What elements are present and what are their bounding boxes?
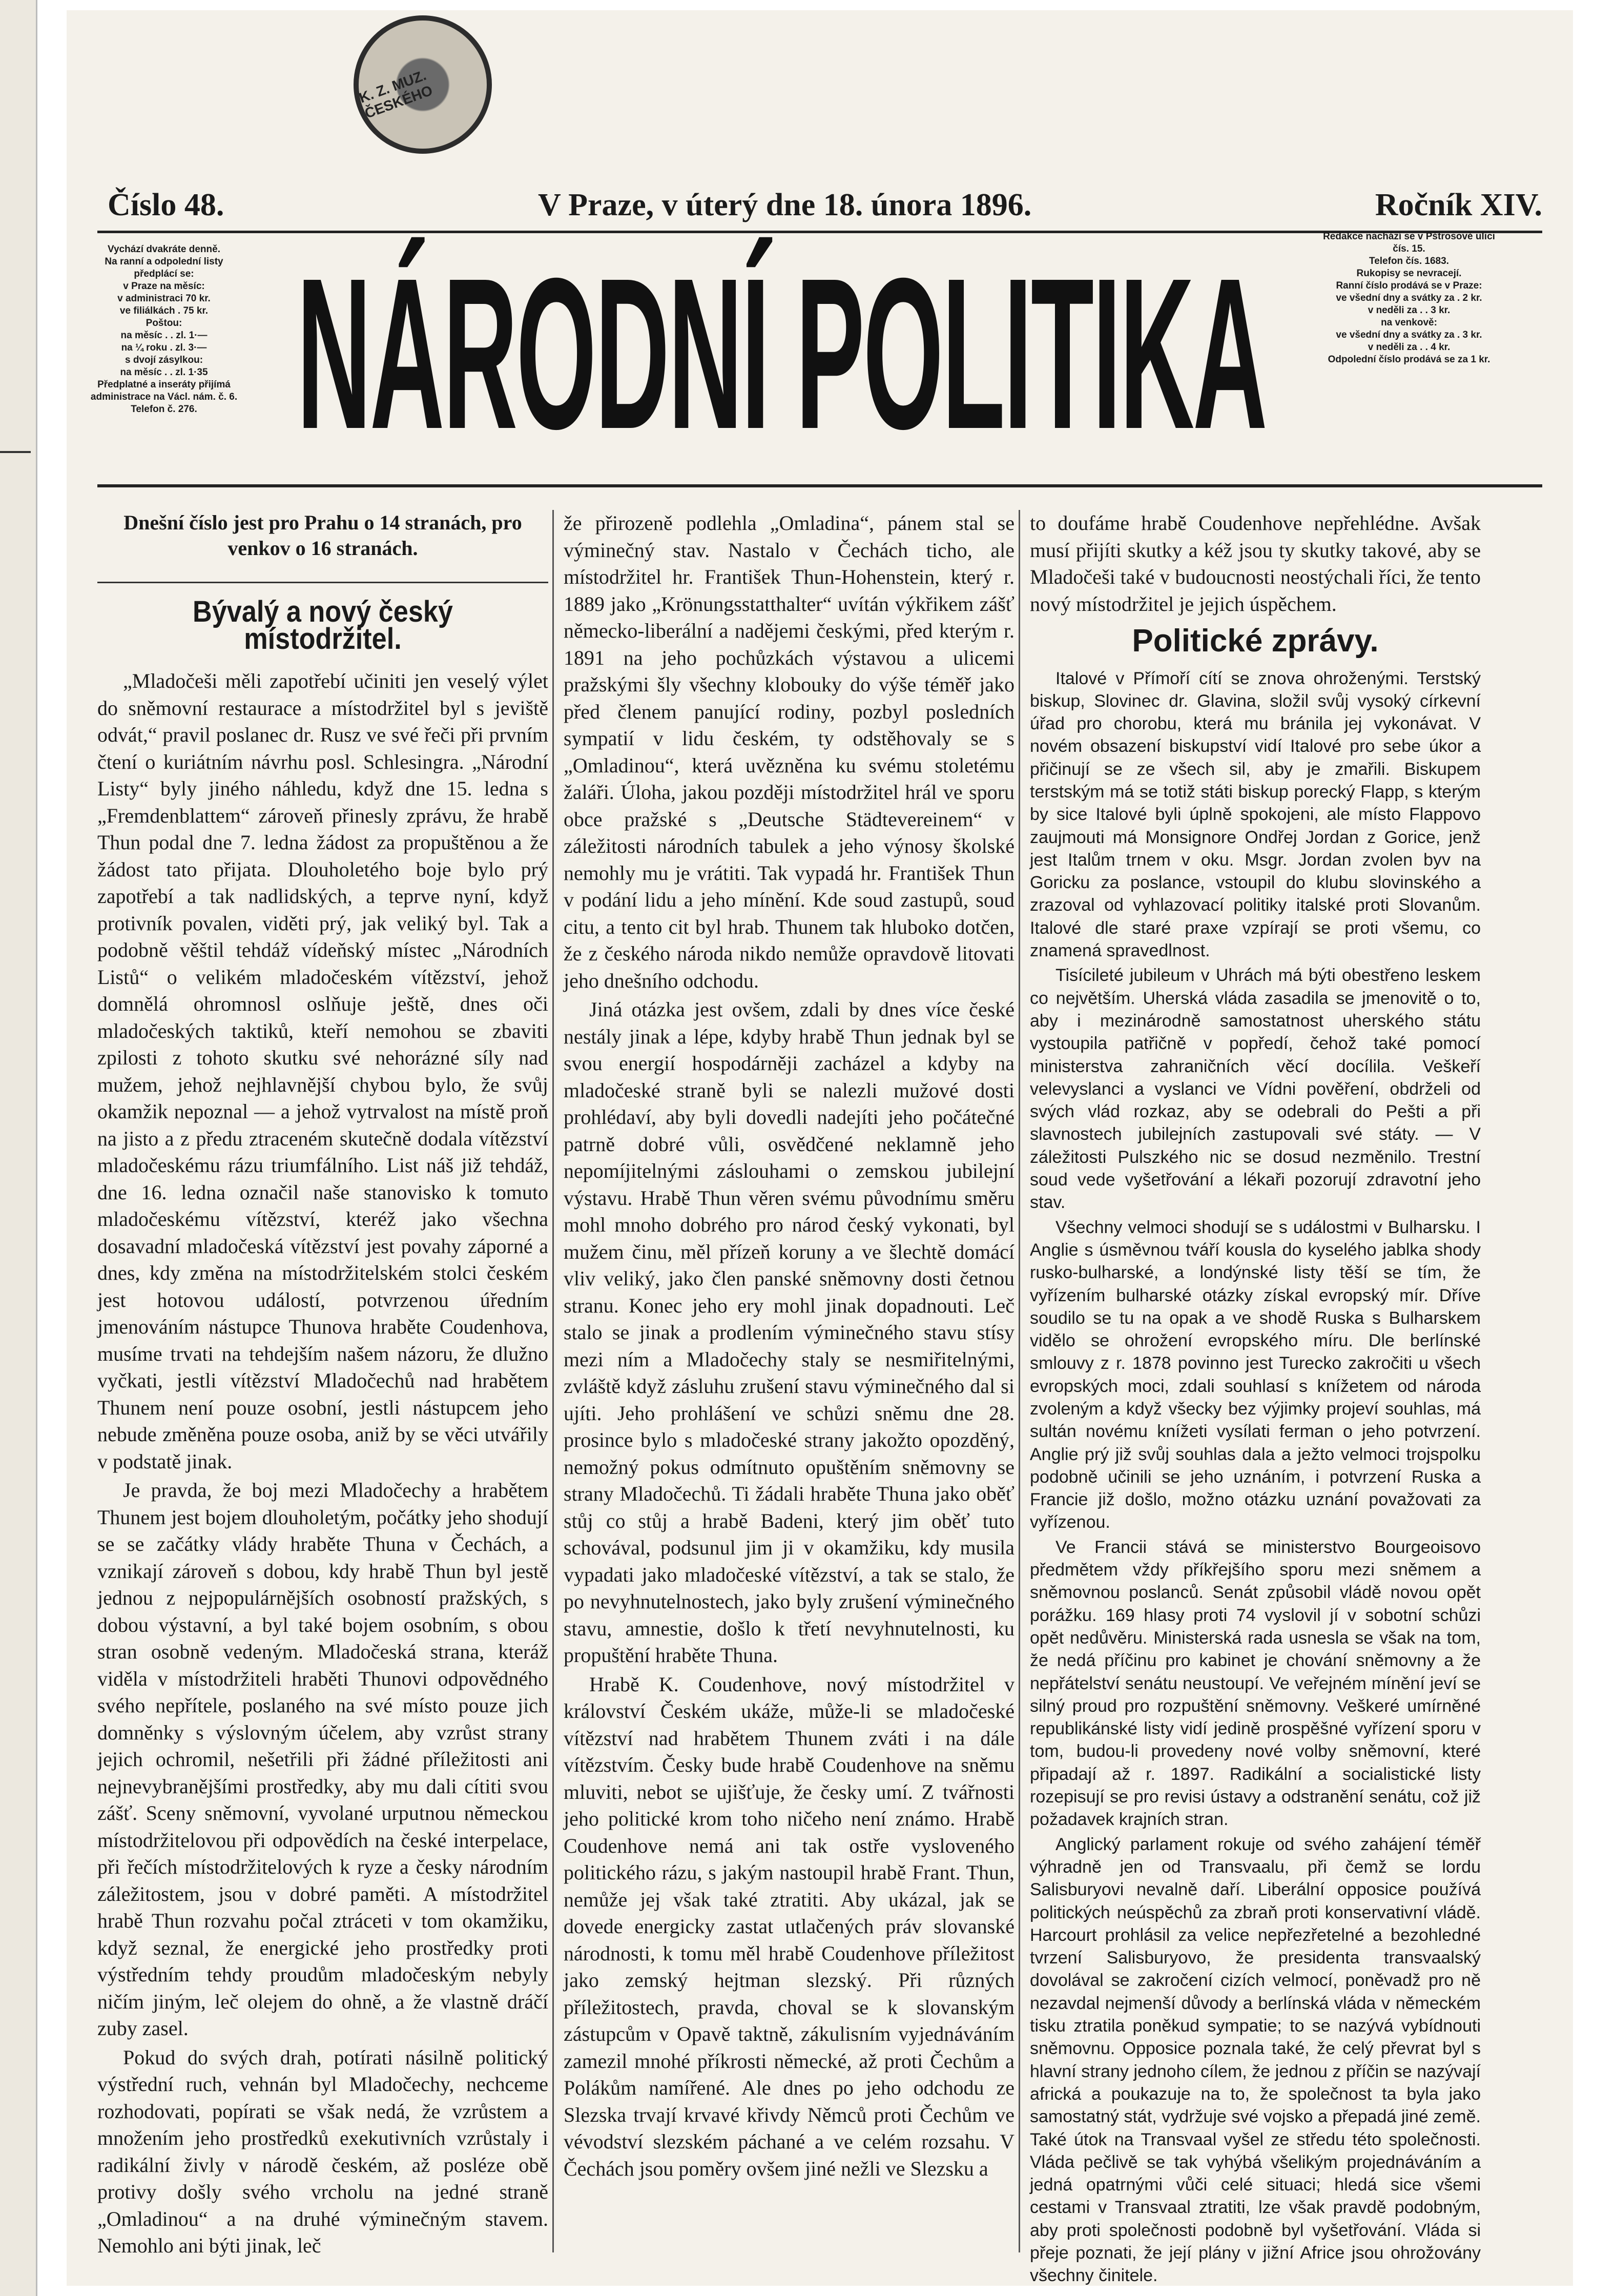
editorial-line: Redakce nachází se v Pštrosově ulici čís. 15. xyxy=(1323,231,1495,254)
subscription-line: v administraci 70 kr. xyxy=(117,293,211,304)
article-paragraph: Jiná otázka jest ovšem, zdali by dnes více české nestály jinak a lépe, kdyby hrabě Thun jednak byl se svou energií hospodárněji zacházel a kdyby na mladočeské straně byli se nalezli mužové dosti prohlédaví, aby byli dovedli nadejíti jeho počátečné patrně dobré vůli, osvědčené neklamně jeho nepomíjitelnými záslouhami o zemskou jubilejní výstavu. Hrabě Thun věren svému původnímu směru mohl mnoho dobrého pro národ český vykonati, byl mužem činu, měl přízeň koruny a ve šlechtě domácí vliv veliký, jako člen panské sněmovny dosti četnou stranu. Konec jeho ery mohl jinak dopadnouti. Leč stalo se jinak a prodlením výminečného stavu stísy mezi ním a Mladočechy staly se nesmiřitelnými, zvláště když zásluhu zrušení stavu výminečného dal si ujíti. Jeho prohlášení ve schůzi sněmu dne 28. prosince bylo s mladočeské strany jakožto opozděný, nemožný pokus odmítnuto opuštěním sněmovny se strany Mladočechů. Ti žádali hraběte Thuna jako oběť stůj co stůj a hrabě Badeni, který jim oběť tuto schovával, podsunul jim ji v okamžiku, kdy musila vypadati jako mladočeské vítězství, a tak se stalo, že po nevyhnutelnostech, jako byly zrušení výminečného stavu, amnestie, došlo k třetí nevyhnutelnosti, ku propuštění hraběte Thuna. xyxy=(564,998,1014,1667)
editorial-box xyxy=(1317,231,1501,366)
editorial-line: v neděli za . . 3 kr. xyxy=(1368,305,1451,316)
stamp-text: K. Z. MUZ. ČESKÉHO xyxy=(357,67,435,121)
column-3 xyxy=(1030,510,1481,2289)
subscription-box xyxy=(87,243,241,416)
page-count-notice: Dnešní číslo jest pro Prahu o 14 stranách, pro venkov o 16 stranách. xyxy=(123,511,522,560)
library-stamp xyxy=(354,15,492,154)
header-topline xyxy=(97,187,1542,233)
editorial-line: ve všední dny a svátky za . 3 kr. xyxy=(1336,330,1482,340)
notice-rule xyxy=(97,582,548,583)
news-paragraph: Italové v Přímoří cítí se znova ohroženými. Terstský biskup, Slovinec dr. Glavina, složil svůj vysoký církevní úřad pro chorobu, která mu bránila jej vykonávat. V novém obsazení biskupství vidí Italové pro sebe úkor a přičinují se ze všech sil, aby je zmařili. Biskupem terstským má se totiž státi biskup porecký Flapp, s kterým by sice Italové byli úplně spokojeni, ale místo Flappovo zaujmouti má Monsignore Ondřej Jordan z Gorice, jenž jest Italům trnem v oku. Msgr. Jordan zvolen byv na Goricku za poslance, vstoupil do klubu slovinského a zrazoval od vyhlazovací politiky italské proti Slovanům. Italové dle staré praxe vzpírají se proti všemu, co znamená spravedlnost. xyxy=(1030,668,1481,961)
article-paragraph: to doufáme hrabě Coudenhove nepřehlédne. Avšak musí přijíti skutky a kéž jsou ty skutky takové, aby se Mladočeši také v budoucnosti neostýchali říci, že tento nový místodržitel je jejich úspěchem. xyxy=(1030,511,1481,616)
adjacent-page-edge xyxy=(0,0,37,2296)
subscription-line: na ¼ roku . zl. 3·— xyxy=(121,342,207,353)
newspaper-title: NÁRODNÍ POLITIKA xyxy=(297,233,1266,474)
news-paragraph: Ve Francii stává se ministerstvo Bourgeoisovo předmětem vždy příkřejšího sporu mezi sněmem a sněmovnou poslanců. Senát způsobil vládě novou opět porážku. 169 hlasy proti 74 vyslovil jí v sobotní schůzi opět nedůvěru. Ministerská rada usnesla se však na tom, že nedá příčinu pro kabinet je chování sněmovny a že nepřátelství senátu neustoupí. Ve veřejném mínění jeví se silný proud pro rozpuštění sněmovny. Veškeré umírněné republikánské listy vidí jedině prospěšné vyřízení sporu v tom, budou-li provedeny nové volby sněmovní, které připadají až r. 1897. Radikální a socialistické listy rozepisují se pro revisi ústavy a odstranění senátu, což již požadavek krajních stran. xyxy=(1030,1537,1481,1830)
article-paragraph: Pokud do svých drah, potírati násilně politický výstřední ruch, vehnán byl Mladočechy, nechceme rozhodovati, popírati se však nedá, že vzrůstem a množením jeho prostředků exekutivních vzrůstaly i radikální živly v národě českém, až posléze obě protivy došly svého vrcholu na jedné straně „Omladinou“ a na druhé výminečným stavem. Nemohlo ani býti jinak, leč xyxy=(97,2045,548,2257)
subscription-line: s dvojí zásylkou: xyxy=(125,355,203,365)
news-paragraph: Anglický parlament rokuje od svého zahájení téměř výhradně jen od Transvaalu, při čemž se lordu Salisburyovi nevalně daří. Liberální opposice používá politických neúspěchů za zbraň proti konservativní vládě. Harcourt prohlásil za velice nepřezřetelné a bezohledné tvrzení Salisburyovo, že presidenta transvaalský dovolával se zakročení cizích velmocí, poněvadž pro ně nezavdal nejmenší důvody a berlínská vláda v německém tisku ztratila poněkud sympatie; to se nazývá vybídnouti sněmovnu. Opposice poznala také, že celý převrat byl s hlavní strany jednoho cílem, že jednou z příčin se nazývají africká a poukazuje na to, že společnost ta byla jako samostatný stát, vydržuje své vojsko a přepadá jiné země. Také útok na Transvaal vyšel ze středu této společnosti. Vláda pečlivě se tak vyhýbá všelikým projednáváním a jedná opatrnými vůči celé situaci; hledá sice všemi cestami v Transvaal ztratiti, lze však pravdě podobným, aby proti společnosti podobně byl vyšetřování. Vláda si přeje poznati, že její plány v jižní Africe jsou ohrožovány všechny činitele. xyxy=(1030,1834,1481,2286)
volume-year: Ročník XIV. xyxy=(1375,188,1542,222)
edge-rule xyxy=(0,451,31,453)
issue-number: Číslo 48. xyxy=(108,188,224,222)
column-1 xyxy=(97,510,548,2262)
section-heading: Politické zprávy. xyxy=(1132,623,1379,659)
editorial-line: v neděli za . . 4 kr. xyxy=(1368,342,1451,353)
newspaper-page xyxy=(67,10,1573,2286)
subscription-line: Na ranní a odpolední listy předplácí se: xyxy=(105,256,223,279)
dateline: V Praze, v úterý dne 18. února 1896. xyxy=(538,188,1032,222)
news-paragraph: Všechny velmoci shodují se s událostmi v Bulharsku. I Anglie s úsměvnou tváří kousla do kyselého jablka shody rusko-bulharské, a londýnské listy těší se tím, že vyřízením bulharské otázky získal evropský mír. Dříve soudilo se tu na opak a ve shodě Ruska s Bulharskem vidělo se ohrožení evropského míru. Dle berlínské smlouvy z r. 1878 povinno jest Turecko zakročiti u všech evropských moci, zdali souhlasí s knížetem od národa zvoleným a když všecky bez výjimky projeví souhlas, má sultán novému knížeti vysílati ferman o jeho potvrzení. Anglie prý již svůj souhlas dala a ježto velmoci trojspolku podobně učinili se jeho uznáním, i potvrzení Ruska a Francie již došlo, možno otázku uznání považovati za vyřízenou. xyxy=(1030,1217,1481,1532)
column-divider xyxy=(1019,510,1020,2252)
masthead-rule xyxy=(97,484,1542,487)
editorial-line: ve všední dny a svátky za . 2 kr. xyxy=(1336,293,1482,303)
article-paragraph: Je pravda, že boj mezi Mladočechy a hrabětem Thunem jest bojem dlouholetým, počátky jeho shodují se se začátky vlády hraběte Thuna v Čechách, a vznikají zároveň s dobou, kdy hrabě Thun byl jestě jednou z nejpopulárnějších osobností pražských, s dobou výstavní, a byl také bojem osobním, s obou stran osobně vedeným. Mladočeská strana, kteráž viděla v místodržiteli hraběti Thunovi odpovědného svého nepřítele, poslaného na své místo pouze jich domněnky s výslovným účelem, aby vzrůst strany jejich ochromil, nešetřili při žádné příležitosti ani nejnevybranějšími prostředky, aby mu dali cítiti svou zášť. Sceny sněmovní, vyvolané urputnou německou místodržitelovou při odpovědích na české interpelace, při řečích místodržitelových k ryze a česky národním záležitostem, jsou v dobré paměti. A místodržitel hrabě Thun rozvahu počal ztráceti v tom okamžiku, když seznal, že energické jeho prostředky proti výstředním tehdy proudům mladočeským nebyly ničím jiným, leč olejem do ohně, a že vlastně dráčí zuby zasel. xyxy=(97,1479,548,2040)
article-paragraph: Hrabě K. Coudenhove, nový místodržitel v království Českém ukáže, může-li se mladočeské vítězství nad hrabětem Thunem zváti i na dále vítězstvím. Česky bude hrabě Coudenhove na sněmu mluviti, nebot se ujišťuje, že česky umí. Z tvářnosti jeho politické krom toho ničeho není známo. Hrabě Coudenhove nemá ani tak ostře vysloveného politického rázu, s jakým nastoupil hrabě Frant. Thun, nemůže jej však také ztratiti. Aby ukázal, jak se dovede energicky zastat utlačených práv slovanské národnosti, k tomu měl hrabě Coudenhove příležitost jako zemský hejtman slezský. Při různých příležitostech, pravda, choval se k slovanským zástupcům v Opavě taktně, zákulisním vyjednáváním zamezil mnohé příkrosti německé, až proti Čechům a Polákům namířené. Ale dnes po jeho odchodu ze Slezska trvají krvavé křivdy Němců proti Čechům ve vévodství slezském páchané a ve celém rozsahu. V Čechách jsou poměry ovšem jiné nežli ve Slezsku a xyxy=(564,1672,1014,2180)
subscription-line: Předplatné a inseráty přijímá administrace na Václ. nám. č. 6. Telefon č. 276. xyxy=(90,379,238,415)
editorial-line: na venkově: xyxy=(1381,317,1437,328)
article-heading: Bývalý a nový český místodržitel. xyxy=(193,595,453,655)
subscription-line: Vychází dvakráte denně. xyxy=(107,244,220,255)
editorial-line: Rukopisy se nevracejí. xyxy=(1356,268,1462,279)
article-paragraph: „Mladočeši měli zapotřebí učiniti jen veselý výlet do sněmovní restaurace a místodržitel byl s jeviště odvát,“ pravil poslanec dr. Rusz ve své řeči při prvním čtení o kuriátním návrhu posl. Schlesingra. „Národní Listy“ byly jiného náhledu, když dne 15. ledna s „Fremdenblattem“ zároveň přinesly zprávu, že hrabě Thun podal dne 7. ledna žádost za propuštěnou a že žádost tato přijata. Dlouholetého boje bylo prý zapotřebí a tak nadlidských, a teprve nyní, když protivník povalen, viděti prý, jak veliký byl. Tak a podobně věštil tehdáž vídeňský místec „Národních Listů“ o velikém mladočeském vítězství, jehož domnělá ohromnosl oslňuje ještě, dnes oči mladočeských taktiků, kteří nemohou se zbaviti zpilosti z tohoto skutku své nehorázné síly nad mužem, jehož nejhlavnější chybou bylo, že svůj okamžik nepoznal — a jehož vytrvalost na místě proň na jisto a z předu ztraceném skutečně dodala vítězství mladočeskému rázu triumfálního. List náš již tehdáž, dne 16. ledna označil naše stanovisko k tomuto mladočeskému vítězství, kteréž jako všechna dosavadní mladočeská vítězství jest povahy záporné a dnes, kdy změna na místodržitelském stolci českém jest hotovou událostí, potvrzenou úředním jmenováním nástupce Thunova hraběte Coudenhova, musíme trvati na tehdejším našem názoru, že dlužno vyčkati, jestli vítězství Mladočechů nad hrabětem Thunem není pouze osobní, jestli nástupcem jeho nebude změněna pouze osoba, aniž by se věci utvářily v podstatě jinak. xyxy=(97,669,548,1473)
subscription-line: na měsíc . . zl. 1·35 xyxy=(120,367,208,378)
column-2 xyxy=(564,510,1014,2184)
column-divider xyxy=(552,510,554,2252)
editorial-line: Telefon čís. 1683. xyxy=(1369,256,1449,266)
subscription-line: Poštou: xyxy=(146,318,182,329)
subscription-line: ve filiálkách . 75 kr. xyxy=(119,305,209,316)
article-paragraph: že přirozeně podlehla „Omladina“, pánem stal se výminečný stav. Nastalo v Čechách ticho, ale místodržitel hr. František Thun-Hohenstein, který r. 1889 jako „Krönungsstatthalter“ uvítán výkřikem zášť německo-liberální a nadějemi českými, před kterým r. 1891 na jeho pochůzkách výstavou a ulicemi pražskými šly všechny klobouky do výše téměř jako před členem panující rodiny, pozbyl posledních sympatií v lidu českém, ty odstěhovaly se s „Omladinou“, která uvězněna ku svému stoletému žaláři. Úloha, jakou později místodržitel hrál ve sporu obce pražské s „Deutsche Städtevereinem“ v záležitosti národních tabulek a jeho výnosy školské nemohly mu je vrátiti. Tak vypadá hr. František Thun v podání lidu a jeho mínění. Kde soud zastupů, soud citu, a tento cit byl hrab. Thunem tak hluboko dotčen, že z českého národa nikdo nemůže opravdově litovati jeho dnešního odchodu. xyxy=(564,511,1014,992)
editorial-line: Odpolední číslo prodává se za 1 kr. xyxy=(1328,354,1490,365)
subscription-line: v Praze na měsíc: xyxy=(123,281,205,292)
editorial-line: Ranní číslo prodává se v Praze: xyxy=(1336,280,1482,291)
news-paragraph: Tisícileté jubileum v Uhrách má býti obestřeno leskem co největším. Uherská vláda zasadila se jmenovitě o to, aby i mezinárodně samostatnost uherského státu vystoupila patřičně v popředí, čehož také pomocí ministerstva zahraničních věcí docílila. Veškeří velevyslanci a vyslanci ve Vídni pověření, obdrželi od svých vlád rozkaz, aby se odebrali do Pešti a při slavnostech jubilejních zastupovali své státy. — V záležitosti Pulszkého nic se dosud nezměnilo. Trestní soud vede vyšetřování a lékaři pozorují zdravotní jeho stav. xyxy=(1030,966,1481,1213)
subscription-line: na měsíc . . zl. 1·— xyxy=(120,330,208,341)
